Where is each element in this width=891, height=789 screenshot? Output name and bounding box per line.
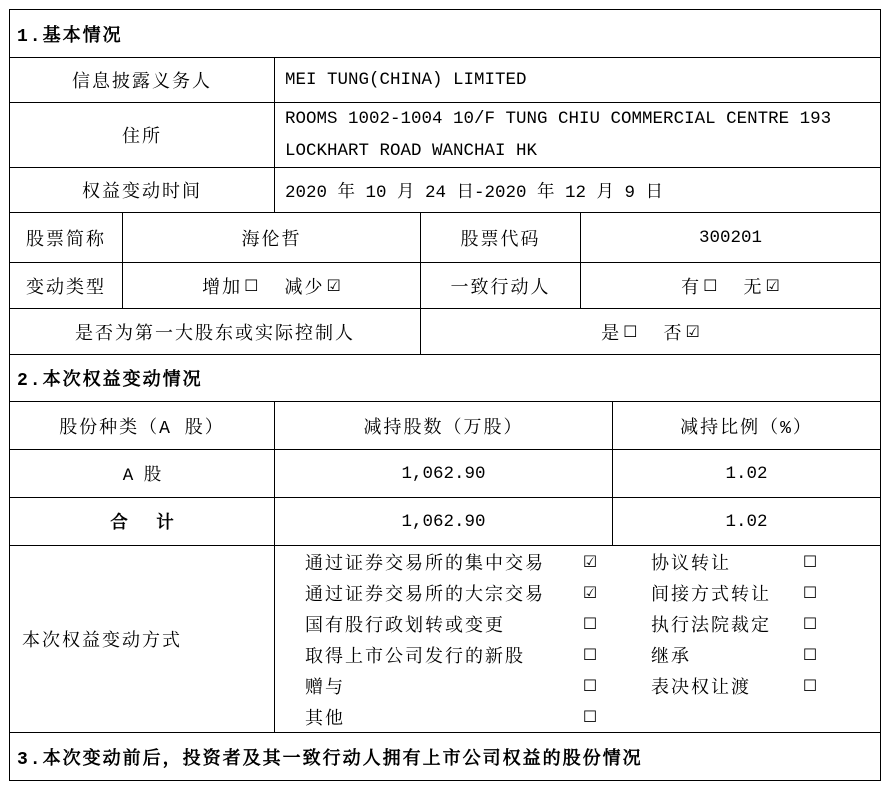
discloser-value: MEI TUNG(CHINA) LIMITED bbox=[285, 70, 527, 90]
method-indirect-transfer-label: 间接方式转让 bbox=[651, 585, 771, 606]
holdings-header-row bbox=[10, 402, 880, 450]
stock-code-value-cell bbox=[581, 213, 880, 262]
method-state-transfer-label: 国有股行政划转或变更 bbox=[305, 616, 505, 637]
option-decrease bbox=[285, 273, 341, 299]
change-type-options bbox=[123, 263, 421, 308]
yes-checkbox-icon: ☐ bbox=[623, 322, 638, 341]
total-label-cell bbox=[10, 498, 275, 545]
ratio-value: 1.02 bbox=[725, 463, 768, 484]
header-ratio-cell bbox=[613, 402, 880, 449]
option-increase bbox=[202, 273, 258, 299]
header-shares-cell bbox=[275, 402, 613, 449]
change-method-label-cell bbox=[10, 546, 275, 732]
method-centralized-trading-checkbox-icon: ☑ bbox=[582, 552, 598, 571]
stock-name-value: 海伦哲 bbox=[241, 230, 302, 251]
method-inheritance-checkbox-icon: ☐ bbox=[802, 645, 818, 664]
shares-cell bbox=[275, 450, 613, 497]
total-row bbox=[10, 498, 880, 546]
option-decrease-label: 减少 bbox=[284, 278, 325, 299]
address-row bbox=[10, 103, 880, 168]
option-none-label: 无 bbox=[743, 278, 764, 299]
total-ratio-cell bbox=[613, 498, 880, 545]
method-centralized-trading-label: 通过证券交易所的集中交易 bbox=[305, 554, 545, 575]
concert-party-label-cell bbox=[421, 263, 581, 308]
section2-title-text: 2.本次权益变动情况 bbox=[17, 371, 203, 391]
discloser-value-cell bbox=[275, 58, 880, 102]
option-yes bbox=[601, 319, 637, 345]
change-method-row bbox=[10, 546, 880, 733]
disclosure-form-table bbox=[9, 9, 881, 781]
method-state-transfer-checkbox-icon: ☐ bbox=[582, 614, 598, 633]
header-share-type-cell bbox=[10, 402, 275, 449]
option-yes-label: 是 bbox=[601, 324, 622, 345]
total-shares-cell bbox=[275, 498, 613, 545]
discloser-label: 信息披露义务人 bbox=[72, 73, 212, 93]
stock-name-value-cell bbox=[123, 213, 421, 262]
change-period-label-cell bbox=[10, 168, 275, 212]
section1-title bbox=[10, 10, 880, 57]
no-checkbox-icon: ☑ bbox=[685, 322, 700, 341]
method-agreement-transfer-label: 协议转让 bbox=[651, 554, 731, 575]
total-shares: 1,062.90 bbox=[401, 511, 486, 532]
change-method-checklist bbox=[275, 546, 820, 732]
method-gift-label: 赠与 bbox=[305, 678, 345, 699]
stock-info-row bbox=[10, 213, 880, 263]
method-block-trading-checkbox-icon: ☑ bbox=[582, 583, 598, 602]
ratio-cell bbox=[613, 450, 880, 497]
change-period-label: 权益变动时间 bbox=[82, 183, 202, 203]
stock-code-label: 股票代码 bbox=[460, 230, 541, 251]
total-label: 合 计 bbox=[110, 514, 174, 534]
header-ratio: 减持比例（%） bbox=[680, 418, 813, 439]
change-period-value: 2020 年 10 月 24 日-2020 年 12 月 9 日 bbox=[285, 182, 664, 203]
has-checkbox-icon: ☐ bbox=[703, 276, 718, 295]
method-inheritance-label: 继承 bbox=[651, 647, 691, 668]
stock-name-label: 股票简称 bbox=[26, 230, 106, 251]
largest-holder-row bbox=[10, 309, 880, 355]
section3-header-row bbox=[10, 733, 880, 780]
shares-value: 1,062.90 bbox=[401, 463, 486, 484]
option-increase-label: 增加 bbox=[202, 278, 243, 299]
address-line-2: LOCKHART ROAD WANCHAI HK bbox=[285, 141, 538, 161]
method-gift-checkbox-icon: ☐ bbox=[582, 676, 598, 695]
discloser-label-cell bbox=[10, 58, 275, 102]
increase-checkbox-icon: ☐ bbox=[244, 276, 259, 295]
largest-holder-label: 是否为第一大股东或实际控制人 bbox=[75, 324, 355, 345]
section2-header-row bbox=[10, 355, 880, 402]
decrease-checkbox-icon: ☑ bbox=[326, 276, 341, 295]
change-method-label: 本次权益变动方式 bbox=[22, 632, 182, 652]
stock-code-value: 300201 bbox=[698, 227, 762, 248]
method-agreement-transfer-checkbox-icon: ☐ bbox=[802, 552, 818, 571]
address-value-cell bbox=[275, 103, 880, 167]
change-method-options-cell bbox=[275, 546, 880, 732]
header-shares: 减持股数（万股） bbox=[363, 418, 524, 439]
method-voting-rights-label: 表决权让渡 bbox=[651, 678, 751, 699]
change-type-row bbox=[10, 263, 880, 309]
option-no-label: 否 bbox=[663, 324, 684, 345]
method-new-shares-label: 取得上市公司发行的新股 bbox=[305, 647, 525, 668]
total-ratio: 1.02 bbox=[725, 511, 768, 532]
table-row bbox=[10, 450, 880, 498]
method-indirect-transfer-checkbox-icon: ☐ bbox=[802, 583, 818, 602]
change-period-value-cell bbox=[275, 168, 880, 212]
address-line-1: ROOMS 1002-1004 10/F TUNG CHIU COMMERCIAL CENTRE 193 bbox=[285, 109, 832, 129]
change-type-label: 变动类型 bbox=[26, 278, 106, 299]
stock-code-label-cell bbox=[421, 213, 581, 262]
share-type-cell bbox=[10, 450, 275, 497]
section3-title-text: 3.本次变动前后，投资者及其一致行动人拥有上市公司权益的股份情况 bbox=[17, 749, 643, 770]
largest-holder-label-cell bbox=[10, 309, 421, 354]
method-block-trading-label: 通过证券交易所的大宗交易 bbox=[305, 585, 545, 606]
method-voting-rights-checkbox-icon: ☐ bbox=[802, 676, 818, 695]
section2-title bbox=[10, 355, 880, 401]
option-no bbox=[664, 319, 700, 345]
section3-title bbox=[10, 733, 880, 780]
stock-name-label-cell bbox=[10, 213, 123, 262]
method-other-checkbox-icon: ☐ bbox=[582, 707, 598, 726]
address-label-cell bbox=[10, 103, 275, 167]
share-type: A 股 bbox=[122, 466, 162, 486]
header-share-type: 股份种类（A 股） bbox=[59, 418, 225, 439]
none-checkbox-icon: ☑ bbox=[765, 276, 780, 295]
change-period-row bbox=[10, 168, 880, 213]
option-none bbox=[744, 273, 780, 299]
method-new-shares-checkbox-icon: ☐ bbox=[582, 645, 598, 664]
concert-party-options bbox=[581, 263, 880, 308]
method-other-label: 其他 bbox=[305, 709, 345, 730]
method-court-ruling-checkbox-icon: ☐ bbox=[802, 614, 818, 633]
section1-header-row bbox=[10, 10, 880, 58]
method-court-ruling-label: 执行法院裁定 bbox=[651, 616, 771, 637]
largest-holder-options bbox=[421, 309, 880, 354]
address-label: 住所 bbox=[122, 128, 162, 148]
section1-title-text: 1.基本情况 bbox=[17, 26, 123, 47]
change-type-label-cell bbox=[10, 263, 123, 308]
option-has-label: 有 bbox=[681, 278, 702, 299]
option-has bbox=[681, 273, 717, 299]
discloser-row bbox=[10, 58, 880, 103]
concert-party-label: 一致行动人 bbox=[450, 278, 551, 299]
